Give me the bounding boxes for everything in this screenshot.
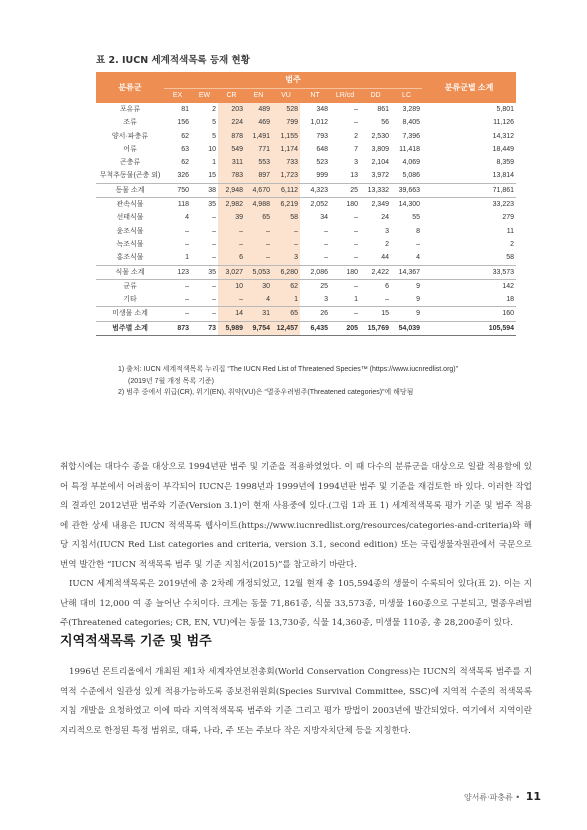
table-row	[96, 130, 516, 143]
cell-value: –	[354, 106, 358, 113]
cell-value: –	[354, 240, 358, 248]
row-label: 양서·파충류	[111, 132, 149, 140]
cell-value: 2,086	[300, 265, 330, 279]
row-label: 관속식물	[116, 201, 144, 209]
cell-value: 15	[360, 307, 391, 321]
cell-value: 5	[212, 119, 216, 127]
cell-value: 1,155	[272, 130, 300, 143]
cell-value: 81	[181, 106, 189, 113]
cell-value: 15	[208, 172, 216, 180]
cell-value: 2,104	[371, 159, 389, 167]
cell-value: 62	[181, 159, 189, 167]
cell-value: 648	[316, 145, 328, 153]
cell-value: 156	[177, 119, 189, 127]
cell-value: 73	[191, 321, 218, 335]
cell-value: 799	[272, 116, 300, 129]
row-label: 균류	[123, 282, 137, 290]
table-row	[96, 198, 516, 212]
cell-value: 1,012	[310, 119, 328, 127]
cell-value: 2,052	[310, 201, 328, 209]
cell-value: 2,982	[218, 198, 245, 212]
cell-value: 469	[245, 116, 272, 129]
cell-value: 1	[185, 254, 189, 262]
row-label: 동물 소계	[96, 183, 164, 197]
row-total: 18	[506, 296, 515, 304]
cell-value: 123	[164, 265, 191, 279]
cell-value: –	[212, 214, 216, 222]
cell-value: –	[416, 240, 421, 248]
cell-value: 5	[212, 132, 216, 140]
row-total: 18,449	[492, 145, 515, 153]
cell-value: 878	[218, 130, 245, 143]
cell-value: 65	[272, 307, 300, 321]
cell-value: 348	[316, 106, 328, 113]
cell-value: 30	[245, 279, 272, 293]
cell-value: 6,435	[300, 321, 330, 335]
table-row	[96, 211, 516, 224]
cell-value: 25	[320, 282, 328, 290]
cell-value: 62	[181, 132, 189, 140]
cell-value: 12,457	[272, 321, 300, 335]
header-cat-en: EN	[245, 89, 272, 104]
cell-value: 39	[218, 211, 245, 224]
cell-value: 4,069	[402, 159, 421, 167]
cell-value: 3,972	[371, 172, 389, 180]
cell-value: –	[324, 240, 328, 248]
cell-value: 9	[391, 307, 422, 321]
row-label: 어류	[123, 145, 137, 153]
cell-value: 44	[381, 254, 389, 262]
cell-value: 35	[191, 265, 218, 279]
cell-value: 4	[185, 214, 189, 222]
table-row	[96, 238, 516, 251]
cell-value: –	[185, 296, 189, 304]
cell-value: 63	[181, 145, 189, 153]
cell-value: 489	[245, 103, 272, 116]
cell-value: –	[212, 296, 216, 304]
table-notes	[118, 364, 538, 399]
footer-label: 양서류·파충류	[463, 793, 513, 802]
cell-value: –	[272, 238, 300, 251]
cell-value: 523	[316, 159, 328, 167]
paragraph-3-text: 1996년 몬트리올에서 개최된 제1차 세계자연보전총회(World Conservation Congress)는 IUCN의 적색목록 범주를 지역적 수준에서 일관성 있게 적용가능하도록 종보전위원회(Species Survival Committee, SSC)에 지역적 수준의 적색목록 지침 개발을 요청하였고 이에 따라 지역적색목록 범주와 기준 그리고 평가 방법이 2003년에 발간되었다. 여기에서 지역이란 지리적으로 한정된 특정 범위로, 대륙, 나라, 주 또는 주보다 작은 지방자치단체 등을 지칭한다.	[60, 667, 532, 736]
row-label: 범주별 소계	[96, 321, 164, 335]
subtotal-row	[96, 265, 516, 279]
cell-value: –	[191, 307, 218, 321]
header-cat-dd: DD	[360, 89, 391, 104]
row-label: 포유류	[119, 106, 141, 113]
cell-value: 873	[164, 321, 191, 335]
header-cat-vu: VU	[272, 89, 300, 104]
row-label: 곤충류	[119, 159, 141, 167]
row-total: 279	[502, 214, 515, 222]
cell-value: 1	[354, 296, 358, 304]
cell-value: 2,349	[371, 201, 389, 209]
table-row	[96, 103, 516, 116]
cell-value: –	[354, 214, 358, 222]
cell-value: 4,670	[245, 183, 272, 197]
cell-value: –	[212, 282, 216, 290]
note-source-date: (2019년 7월 개정 목록 기준)	[128, 377, 215, 385]
table-row	[96, 225, 516, 238]
cell-value: 180	[346, 201, 358, 209]
cell-value: 3	[385, 227, 389, 235]
cell-value: –	[185, 240, 189, 248]
paragraph-3	[60, 663, 532, 741]
table-body	[96, 103, 516, 336]
cell-value: –	[354, 282, 358, 290]
table-row	[96, 279, 516, 293]
row-label: 기타	[123, 296, 137, 304]
cell-value: 4,323	[300, 183, 330, 197]
cell-value: 8	[416, 227, 421, 235]
cell-value: 326	[177, 172, 189, 180]
cell-value: –	[324, 254, 328, 262]
table-caption: 표 2. IUCN 세계적색목록 등재 현황	[96, 55, 250, 66]
cell-value: –	[245, 251, 272, 265]
row-total: 8,359	[496, 159, 515, 167]
table-row	[96, 143, 516, 156]
row-total: 33,223	[492, 201, 515, 209]
cell-value: –	[218, 225, 245, 238]
cell-value: 39,663	[391, 183, 422, 197]
row-label: 미생물 소계	[96, 307, 164, 321]
cell-value: 2	[212, 106, 216, 113]
cell-value: –	[185, 227, 189, 235]
header-category: 범주	[164, 72, 422, 89]
row-label: 녹조식물	[116, 240, 144, 248]
row-total: 11	[506, 227, 515, 235]
cell-value: 6,112	[272, 183, 300, 197]
cell-value: 2,530	[371, 132, 389, 140]
header-cat-ew: EW	[191, 89, 218, 104]
row-total: 2	[510, 240, 515, 248]
cell-value: 10	[218, 279, 245, 293]
cell-value: 9,754	[245, 321, 272, 335]
cell-value: 24	[381, 214, 389, 222]
cell-value: 7	[354, 145, 358, 153]
row-total: 71,861	[422, 183, 516, 197]
cell-value: 6,280	[272, 265, 300, 279]
cell-value: 1,723	[272, 169, 300, 183]
cell-value: –	[330, 307, 360, 321]
row-total: 13,814	[492, 172, 515, 180]
row-label: 조류	[123, 119, 137, 127]
header-total: 분류군별 소계	[422, 72, 516, 103]
header-cat-lc: LC	[391, 89, 422, 104]
cell-value: 205	[330, 321, 360, 335]
paragraph-2	[60, 575, 532, 634]
cell-value: –	[245, 238, 272, 251]
cell-value: 14,300	[398, 201, 421, 209]
cell-value: –	[185, 282, 189, 290]
cell-value: 13,332	[360, 183, 391, 197]
cell-value: 7,396	[402, 132, 421, 140]
cell-value: 528	[272, 103, 300, 116]
grand-total-row	[96, 321, 516, 335]
cell-value: –	[212, 227, 216, 235]
cell-value: 14,367	[391, 265, 422, 279]
cell-value: –	[218, 293, 245, 307]
cell-value: 5,053	[245, 265, 272, 279]
row-total: 11,126	[493, 119, 515, 127]
cell-value: 771	[245, 143, 272, 156]
cell-value: 3,027	[218, 265, 245, 279]
cell-value: 25	[330, 183, 360, 197]
row-total: 5,801	[496, 106, 515, 113]
cell-value: 6	[218, 251, 245, 265]
paragraph-2-text: IUCN 세계적색목록은 2019년에 총 2차례 개정되었고, 12월 현재 총 105,594종의 생물이 수록되어 있다(표 2). 이는 지난해 대비 12,000 여 종 늘어난 수치이다. 크게는 동물 71,861종, 식물 33,573종, 미생물 160종으로 구분되고, 멸종우려범주(Threatened categories; CR, EN, VU)에는 동물 13,730종, 식물 14,360종, 미생물 110종, 총 28,200종이 있다.	[60, 579, 532, 628]
subtotal-row	[96, 183, 516, 197]
row-label: 윤조식물	[116, 227, 144, 235]
row-total: 14,312	[492, 132, 515, 140]
cell-value: 1	[272, 293, 300, 307]
cell-value: 1,174	[272, 143, 300, 156]
cell-value: 3,289	[402, 106, 421, 113]
cell-value: 897	[245, 169, 272, 183]
cell-value: 6	[385, 282, 389, 290]
table-row	[96, 293, 516, 307]
cell-value: 2	[385, 240, 389, 248]
cell-value: 10	[208, 145, 216, 153]
cell-value: –	[385, 296, 389, 304]
table-row	[96, 156, 516, 169]
cell-value: 65	[245, 211, 272, 224]
cell-value: 1,491	[245, 130, 272, 143]
cell-value: 15,769	[360, 321, 391, 335]
header-cat-lr-cd: LR/cd	[330, 89, 360, 104]
cell-value: 3	[354, 159, 358, 167]
paragraph-1	[60, 458, 532, 575]
header-group: 분류군	[96, 72, 164, 103]
cell-value: 56	[381, 119, 389, 127]
cell-value: 4	[416, 254, 421, 262]
table-row	[96, 251, 516, 265]
cell-value: 118	[177, 201, 189, 209]
cell-value: 13	[350, 172, 358, 180]
cell-value: 750	[164, 183, 191, 197]
header-cat-ex: EX	[164, 89, 191, 104]
table-row	[96, 169, 516, 183]
cell-value: 3,809	[371, 145, 389, 153]
cell-value: 203	[218, 103, 245, 116]
cell-value: 793	[316, 132, 328, 140]
table-header	[96, 72, 516, 103]
cell-value: 5,086	[402, 172, 421, 180]
cell-value: 3	[272, 251, 300, 265]
cell-value: 38	[191, 183, 218, 197]
cell-value: 9	[416, 296, 421, 304]
cell-value: 549	[218, 143, 245, 156]
row-total: 58	[506, 254, 515, 262]
cell-value: 54,039	[391, 321, 422, 335]
row-label: 무척추동물(곤충 외)	[99, 172, 161, 180]
cell-value: –	[212, 240, 216, 248]
row-label: 식물 소계	[96, 265, 164, 279]
table-row	[96, 116, 516, 129]
row-label: 홍조식물	[116, 254, 144, 262]
page-number: 11	[525, 790, 541, 803]
note-source: 1) 출처: IUCN 세계적색목록 누리집 “The IUCN Red List of Threatened Species™ (https://www.iucnredlist.org)”	[118, 366, 458, 373]
cell-value: 4	[245, 293, 272, 307]
cell-value: 34	[320, 214, 328, 222]
cell-value: 5,989	[218, 321, 245, 335]
row-total: 33,573	[422, 265, 516, 279]
cell-value: 26	[300, 307, 330, 321]
cell-value: 999	[316, 172, 328, 180]
cell-value: 9	[416, 282, 421, 290]
note-threatened: 2) 범주 중에서 위급(CR), 위기(EN), 취약(VU)은 “멸종우려범주(Threatened categories)”에 해당됨	[118, 389, 414, 396]
subtotal-row	[96, 307, 516, 321]
cell-value: –	[245, 225, 272, 238]
cell-value: 311	[218, 156, 245, 169]
iucn-registration-table	[96, 72, 516, 336]
cell-value: 180	[330, 265, 360, 279]
cell-value: –	[324, 227, 328, 235]
cell-value: –	[354, 227, 358, 235]
section-title: 지역적색목록 기준 및 범주	[60, 634, 212, 649]
cell-value: –	[354, 119, 358, 127]
cell-value: 8,405	[402, 119, 421, 127]
cell-value: 6,219	[272, 198, 300, 212]
cell-value: 55	[412, 214, 421, 222]
row-label: 선태식물	[116, 214, 144, 222]
cell-value: 783	[218, 169, 245, 183]
paragraph-1-text: 취합시에는 대다수 종을 대상으로 1994년판 범주 및 기준을 적용하였었다. 이 때 다수의 분류군을 대상으로 일괄 적용함에 있어 특정 부분에서 어려움이 부각되어 IUCN은 1998년과 1999년에 1994년판 범주 및 기준을 재검토한 바 있다. 이러한 작업의 결과인 2012년판 범주와 기준(Version 3.1)이 현재 사용중에 있다.(그림 1과 표 1) 세계적색목록 평가 기준 및 범주 적용에 관한 상세 내용은 IUCN 적색목록 웹사이트(https://www.iucnredlist.org/resources/categories-and-criteria)와 해당 지침서(IUCN Red List categories and criteria, version 3.1, second edition) 또는 국립생물자원관에서 국문으로 번역 발간한 “IUCN 적색목록 범주 및 기준 지침서(2015)”를 참고하기 바란다.	[60, 462, 532, 570]
cell-value: 35	[208, 201, 216, 209]
cell-value: 58	[272, 211, 300, 224]
cell-value: 861	[377, 106, 389, 113]
cell-value: 2,948	[218, 183, 245, 197]
cell-value: 4,988	[245, 198, 272, 212]
cell-value: 11,418	[399, 145, 421, 153]
cell-value: 733	[272, 156, 300, 169]
cell-value: 62	[272, 279, 300, 293]
footer-bullet: •	[515, 793, 521, 802]
cell-value: –	[164, 307, 191, 321]
cell-value: –	[354, 254, 358, 262]
row-total: 105,594	[422, 321, 516, 335]
cell-value: 31	[245, 307, 272, 321]
cell-value: 3	[324, 296, 328, 304]
cell-value: 224	[218, 116, 245, 129]
cell-value: 14	[218, 307, 245, 321]
cell-value: 2	[354, 132, 358, 140]
row-total: 142	[502, 282, 515, 290]
cell-value: 1	[212, 159, 216, 167]
header-cat-nt: NT	[300, 89, 330, 104]
header-cat-cr: CR	[218, 89, 245, 104]
cell-value: –	[212, 254, 216, 262]
page-footer	[464, 790, 541, 803]
cell-value: –	[272, 225, 300, 238]
cell-value: –	[218, 238, 245, 251]
cell-value: 553	[245, 156, 272, 169]
row-total: 160	[422, 307, 516, 321]
cell-value: 2,422	[360, 265, 391, 279]
